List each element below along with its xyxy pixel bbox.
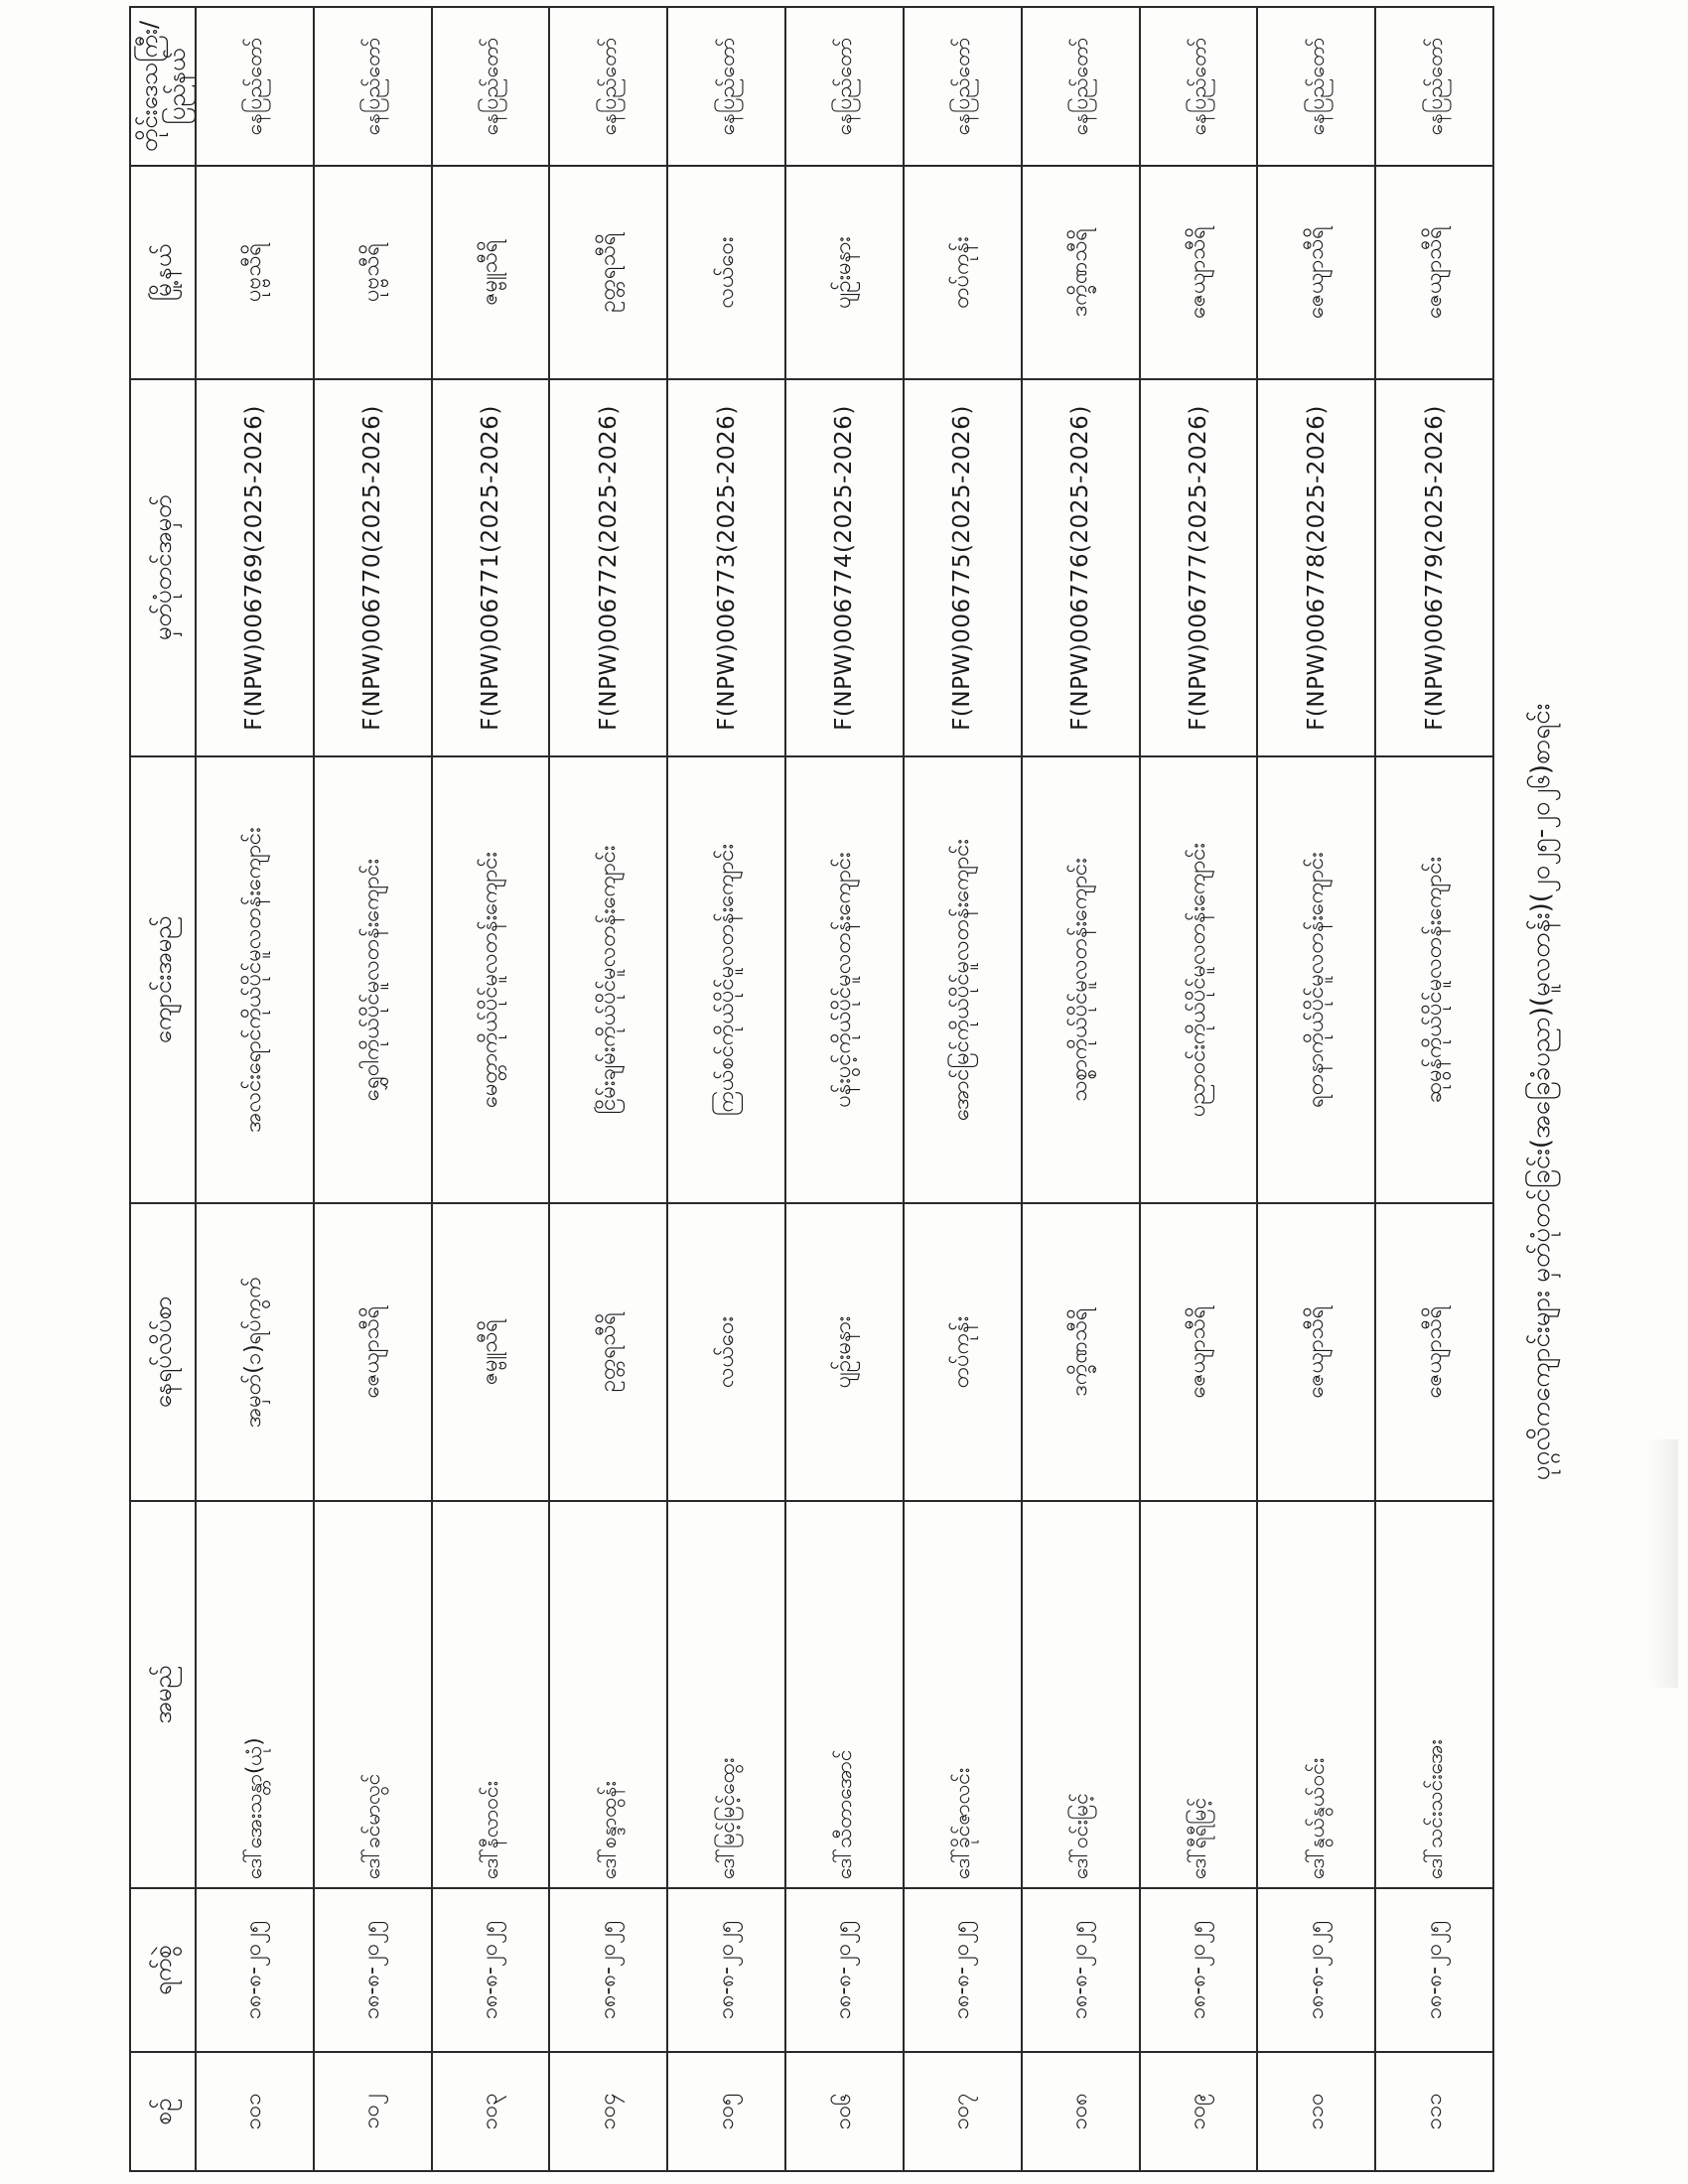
cell-owner: ဒေါ်စန္ဒာထွန်း bbox=[549, 1501, 667, 1888]
cell-township: ဥတ္တရသီရိ bbox=[549, 166, 667, 379]
table-row bbox=[196, 7, 314, 2171]
cell-region: နေပြည်တော် bbox=[1022, 7, 1140, 166]
cell-date: ၁၈-၈-၂၀၂၅ bbox=[667, 1888, 785, 2052]
cell-no: ၁၀၉ bbox=[1140, 2052, 1258, 2171]
cell-date: ၁၈-၈-၂၀၂၅ bbox=[1022, 1888, 1140, 2052]
cell-township: ဇမ္ဗူသီရိ bbox=[432, 166, 550, 379]
scan-edge-shadow bbox=[1648, 1439, 1678, 1688]
table-row bbox=[904, 7, 1022, 2171]
header-date: ရက်စွဲ bbox=[130, 1888, 196, 2052]
cell-owner: ဒေါ်ဝင်းမြင့် bbox=[1022, 1501, 1140, 1888]
cell-school-name: မေတ္တာကိုယ်ပိုင်မူလတန်းကျောင်း bbox=[432, 756, 550, 1203]
cell-township: ပုဗ္ဗသီရိ bbox=[314, 166, 432, 379]
cell-reg-no: F(NPW)006777(2025-2026) bbox=[1140, 379, 1258, 756]
cell-reg-no: F(NPW)006771(2025-2026) bbox=[432, 379, 550, 756]
cell-region: နေပြည်တော် bbox=[1140, 7, 1258, 166]
table-row bbox=[1140, 7, 1258, 2171]
cell-township: ပျဉ်းမနား bbox=[785, 166, 904, 379]
cell-owner: ဒေါ်နွယ်နွယ်ဝင်း bbox=[1257, 1501, 1375, 1888]
cell-no: ၁၁၀ bbox=[1257, 2052, 1375, 2171]
cell-reg-no: F(NPW)006776(2025-2026) bbox=[1022, 379, 1140, 756]
cell-no: ၁၀၈ bbox=[1022, 2052, 1140, 2171]
cell-date: ၁၈-၈-၂၀၂၅ bbox=[196, 1888, 314, 2052]
header-row bbox=[130, 7, 196, 2171]
cell-no: ၁၀၆ bbox=[785, 2052, 904, 2171]
header-school-name: ကျောင်းအမည် bbox=[130, 756, 196, 1203]
cell-township: ဒက္ခိဏသီရိ bbox=[1022, 166, 1140, 379]
cell-region: နေပြည်တော် bbox=[314, 7, 432, 166]
cell-reg-no: F(NPW)006772(2025-2026) bbox=[549, 379, 667, 756]
cell-date: ၁၈-၈-၂၀၂၅ bbox=[785, 1888, 904, 2052]
table-row bbox=[1022, 7, 1140, 2171]
cell-no: ၁၀၄ bbox=[549, 2052, 667, 2171]
cell-reg-no: F(NPW)006770(2025-2026) bbox=[314, 379, 432, 756]
table-row bbox=[549, 7, 667, 2171]
header-reg-no: မှတ်ပုံတင်အမှတ် bbox=[130, 379, 196, 756]
cell-owner: ဒေါ်အေးသန္တာ(ယုံ) bbox=[196, 1501, 314, 1888]
cell-school-name: ပန်းပွင့်ကိုယ်ပိုင်မူလတန်းကျောင်း bbox=[785, 756, 904, 1203]
cell-region: နေပြည်တော် bbox=[432, 7, 550, 166]
cell-reg-no: F(NPW)006769(2025-2026) bbox=[196, 379, 314, 756]
cell-no: ၁၀၃ bbox=[432, 2052, 550, 2171]
cell-address: ဇေယျာသီရိ bbox=[1375, 1203, 1493, 1501]
cell-school-name: အောင်မြင်ကိုယ်ပိုင်မူလတန်းကျောင်း bbox=[904, 756, 1022, 1203]
cell-owner: ဒေါ်ခိုင်ဇာလင်း bbox=[904, 1501, 1022, 1888]
cell-school-name: ရွှေဝါကိုယ်ပိုင်မူလတန်းကျောင်း bbox=[314, 756, 432, 1203]
registration-table bbox=[129, 6, 1494, 2172]
cell-township: ပုဗ္ဗသီရိ bbox=[196, 166, 314, 379]
cell-region: နေပြည်တော် bbox=[196, 7, 314, 166]
cell-address: အမှတ်(၁)ရပ်ကွက် bbox=[196, 1203, 314, 1501]
cell-address: ဇေယျာသီရိ bbox=[314, 1203, 432, 1501]
cell-school-name: ရတနာကိုယ်ပိုင်မူလတန်းကျောင်း bbox=[1257, 756, 1375, 1203]
header-owner: အမည် bbox=[130, 1501, 196, 1888]
cell-address: ဇေယျာသီရိ bbox=[1257, 1203, 1375, 1501]
cell-reg-no: F(NPW)006779(2025-2026) bbox=[1375, 379, 1493, 756]
cell-no: ၁၀၁ bbox=[196, 2052, 314, 2171]
cell-address: ပျဉ်းမနား bbox=[785, 1203, 904, 1501]
cell-reg-no: F(NPW)006778(2025-2026) bbox=[1257, 379, 1375, 756]
cell-township: ဇေယျာသီရိ bbox=[1140, 166, 1258, 379]
cell-no: ၁၁၁ bbox=[1375, 2052, 1493, 2171]
cell-date: ၁၈-၈-၂၀၂၅ bbox=[1257, 1888, 1375, 2052]
cell-date: ၁၈-၈-၂၀၂၅ bbox=[432, 1888, 550, 2052]
document-title: ပုဂ္ဂလိကကျောင်းများ မှတ်ပုံတင်ခြင်း(အခြေခံပညာ)(မူလတန်း)(၂၀၂၅-၂၀၂၆)စာရင်း bbox=[1526, 703, 1556, 1481]
cell-region: နေပြည်တော် bbox=[1257, 7, 1375, 166]
cell-owner: ဒေါ်သီတာအောင် bbox=[785, 1501, 904, 1888]
cell-township: ဇေယျာသီရိ bbox=[1375, 166, 1493, 379]
cell-school-name: ပညာဝင်းကိုယ်ပိုင်မူလတန်းကျောင်း bbox=[1140, 756, 1258, 1203]
cell-date: ၁၈-၈-၂၀၂၅ bbox=[314, 1888, 432, 2052]
cell-school-name: ကြယ်စင်ကိုယ်ပိုင်မူလတန်းကျောင်း bbox=[667, 756, 785, 1203]
cell-address: ဇေယျာသီရိ bbox=[1140, 1203, 1258, 1501]
cell-reg-no: F(NPW)006775(2025-2026) bbox=[904, 379, 1022, 756]
cell-region: နေပြည်တော် bbox=[667, 7, 785, 166]
cell-school-name: အလင်းရောင်ကိုယ်ပိုင်မူလတန်းကျောင်း bbox=[196, 756, 314, 1203]
cell-township: လယ်ဝေး bbox=[667, 166, 785, 379]
cell-school-name: ဆုမွန်ကိုယ်ပိုင်မူလတန်းကျောင်း bbox=[1375, 756, 1493, 1203]
table-row bbox=[667, 7, 785, 2171]
cell-owner: ဒေါ်ခင်မာလွင် bbox=[314, 1501, 432, 1888]
cell-no: ၁၀၂ bbox=[314, 2052, 432, 2171]
cell-township: တပ်ကုန်း bbox=[904, 166, 1022, 379]
cell-region: နေပြည်တော် bbox=[785, 7, 904, 166]
cell-owner: ဒေါ်ရီရီမြင့် bbox=[1140, 1501, 1258, 1888]
cell-address: လယ်ဝေး bbox=[667, 1203, 785, 1501]
header-region: တိုင်းဒေသကြီး/ ပြည်နယ် bbox=[130, 7, 196, 166]
cell-region: နေပြည်တော် bbox=[549, 7, 667, 166]
cell-school-name: ငြိမ်းချမ်းကိုယ်ပိုင်မူလတန်းကျောင်း bbox=[549, 756, 667, 1203]
cell-region: နေပြည်တော် bbox=[904, 7, 1022, 166]
cell-date: ၁၈-၈-၂၀၂၅ bbox=[1140, 1888, 1258, 2052]
cell-address: ဥတ္တရသီရိ bbox=[549, 1203, 667, 1501]
cell-owner: ဒေါ်သင်းသင်းအေး bbox=[1375, 1501, 1493, 1888]
cell-address: ဇမ္ဗူသီရိ bbox=[432, 1203, 550, 1501]
header-address: နေရပ်လိပ်စာ bbox=[130, 1203, 196, 1501]
cell-reg-no: F(NPW)006773(2025-2026) bbox=[667, 379, 785, 756]
cell-township: ဇေယျာသီရိ bbox=[1257, 166, 1375, 379]
cell-address: ဒက္ခိဏသီရိ bbox=[1022, 1203, 1140, 1501]
cell-no: ၁၀၅ bbox=[667, 2052, 785, 2171]
cell-date: ၁၈-၈-၂၀၂၅ bbox=[549, 1888, 667, 2052]
registration-table-wrapper bbox=[129, 8, 1494, 2172]
cell-school-name: သစ္စာကိုယ်ပိုင်မူလတန်းကျောင်း bbox=[1022, 756, 1140, 1203]
cell-address: တပ်ကုန်း bbox=[904, 1203, 1022, 1501]
cell-owner: ဒေါ်နီလာဝင်း bbox=[432, 1501, 550, 1888]
cell-owner: ဒေါ်မြင့်မြင့်ထွေး bbox=[667, 1501, 785, 1888]
cell-date: ၁၈-၈-၂၀၂၅ bbox=[1375, 1888, 1493, 2052]
table-row bbox=[1257, 7, 1375, 2171]
header-no: စဉ် bbox=[130, 2052, 196, 2171]
table-row bbox=[1375, 7, 1493, 2171]
cell-region: နေပြည်တော် bbox=[1375, 7, 1493, 166]
cell-reg-no: F(NPW)006774(2025-2026) bbox=[785, 379, 904, 756]
cell-date: ၁၈-၈-၂၀၂၅ bbox=[904, 1888, 1022, 2052]
table-row bbox=[785, 7, 904, 2171]
header-township: မြို့နယ် bbox=[130, 166, 196, 379]
table-row bbox=[314, 7, 432, 2171]
table-row bbox=[432, 7, 550, 2171]
cell-no: ၁၀၇ bbox=[904, 2052, 1022, 2171]
